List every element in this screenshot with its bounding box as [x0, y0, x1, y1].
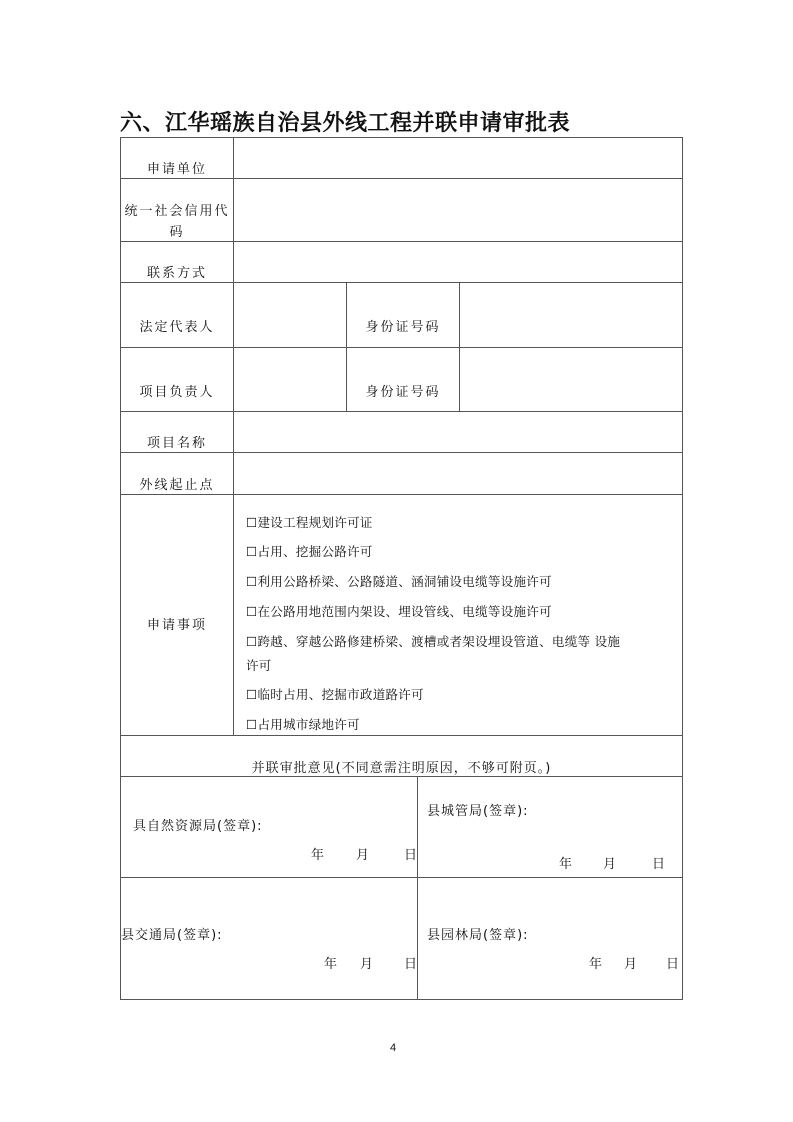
project-lead-id-label: 身份证号码 — [365, 385, 441, 400]
date-day: 日 — [404, 848, 420, 863]
page-number: 4 — [390, 1042, 397, 1054]
option-road-excavation[interactable]: ☐占用、挖掘公路许可 — [246, 544, 373, 559]
endpoints-label: 外线起止点 — [139, 478, 215, 493]
option-roadside-pipeline[interactable]: ☐在公路用地范围内架设、埋设管线、电缆等设施许可 — [246, 604, 552, 619]
urban-management-bureau-label: 县城管局(签章): — [427, 804, 529, 819]
date-year: 年 — [589, 957, 605, 972]
option-temp-municipal-road[interactable]: ☐临时占用、挖掘市政道路许可 — [246, 687, 424, 702]
option-bridge-tunnel-cable[interactable]: ☐利用公路桥梁、公路隧道、涵洞铺设电缆等设施许可 — [246, 574, 552, 589]
opinion-header: 并联审批意见(不同意需注明原因，不够可附页。) — [251, 761, 552, 776]
option-planning-permit[interactable]: ☐建设工程规划许可证 — [246, 515, 373, 530]
contact-label: 联系方式 — [146, 266, 207, 281]
credit-code-label-cont: 码 — [169, 225, 185, 240]
project-lead-label: 项目负责人 — [139, 385, 215, 400]
date-month: 月 — [356, 848, 372, 863]
legal-rep-id-label: 身份证号码 — [365, 320, 441, 335]
option-crossing-road[interactable]: ☐跨越、穿越公路修建桥梁、渡槽或者架设埋设管道、电缆等 设施 — [246, 634, 621, 649]
option-crossing-road-cont: 许可 — [246, 658, 272, 673]
form-title: 六、江华瑶族自治县外线工程并联申请审批表 — [120, 111, 571, 136]
option-green-space[interactable]: ☐占用城市绿地许可 — [246, 717, 360, 732]
date-year: 年 — [559, 857, 575, 872]
legal-rep-label: 法定代表人 — [139, 320, 215, 335]
date-month: 月 — [603, 857, 619, 872]
date-month: 月 — [360, 957, 376, 972]
date-month: 月 — [624, 957, 640, 972]
natural-resources-bureau-label: 具自然资源局(签章): — [133, 819, 263, 834]
date-year: 年 — [324, 957, 340, 972]
transport-bureau-label: 县交通局(签章): — [121, 928, 223, 943]
date-day: 日 — [404, 957, 420, 972]
project-name-label: 项目名称 — [146, 436, 207, 451]
gardens-bureau-label: 县园林局(签章): — [427, 928, 529, 943]
date-year: 年 — [311, 848, 327, 863]
credit-code-label: 统一社会信用代 — [124, 204, 230, 219]
applicant-label: 申请单位 — [146, 162, 207, 177]
date-day: 日 — [652, 857, 668, 872]
date-day: 日 — [666, 957, 682, 972]
items-label: 申请事项 — [146, 618, 207, 633]
